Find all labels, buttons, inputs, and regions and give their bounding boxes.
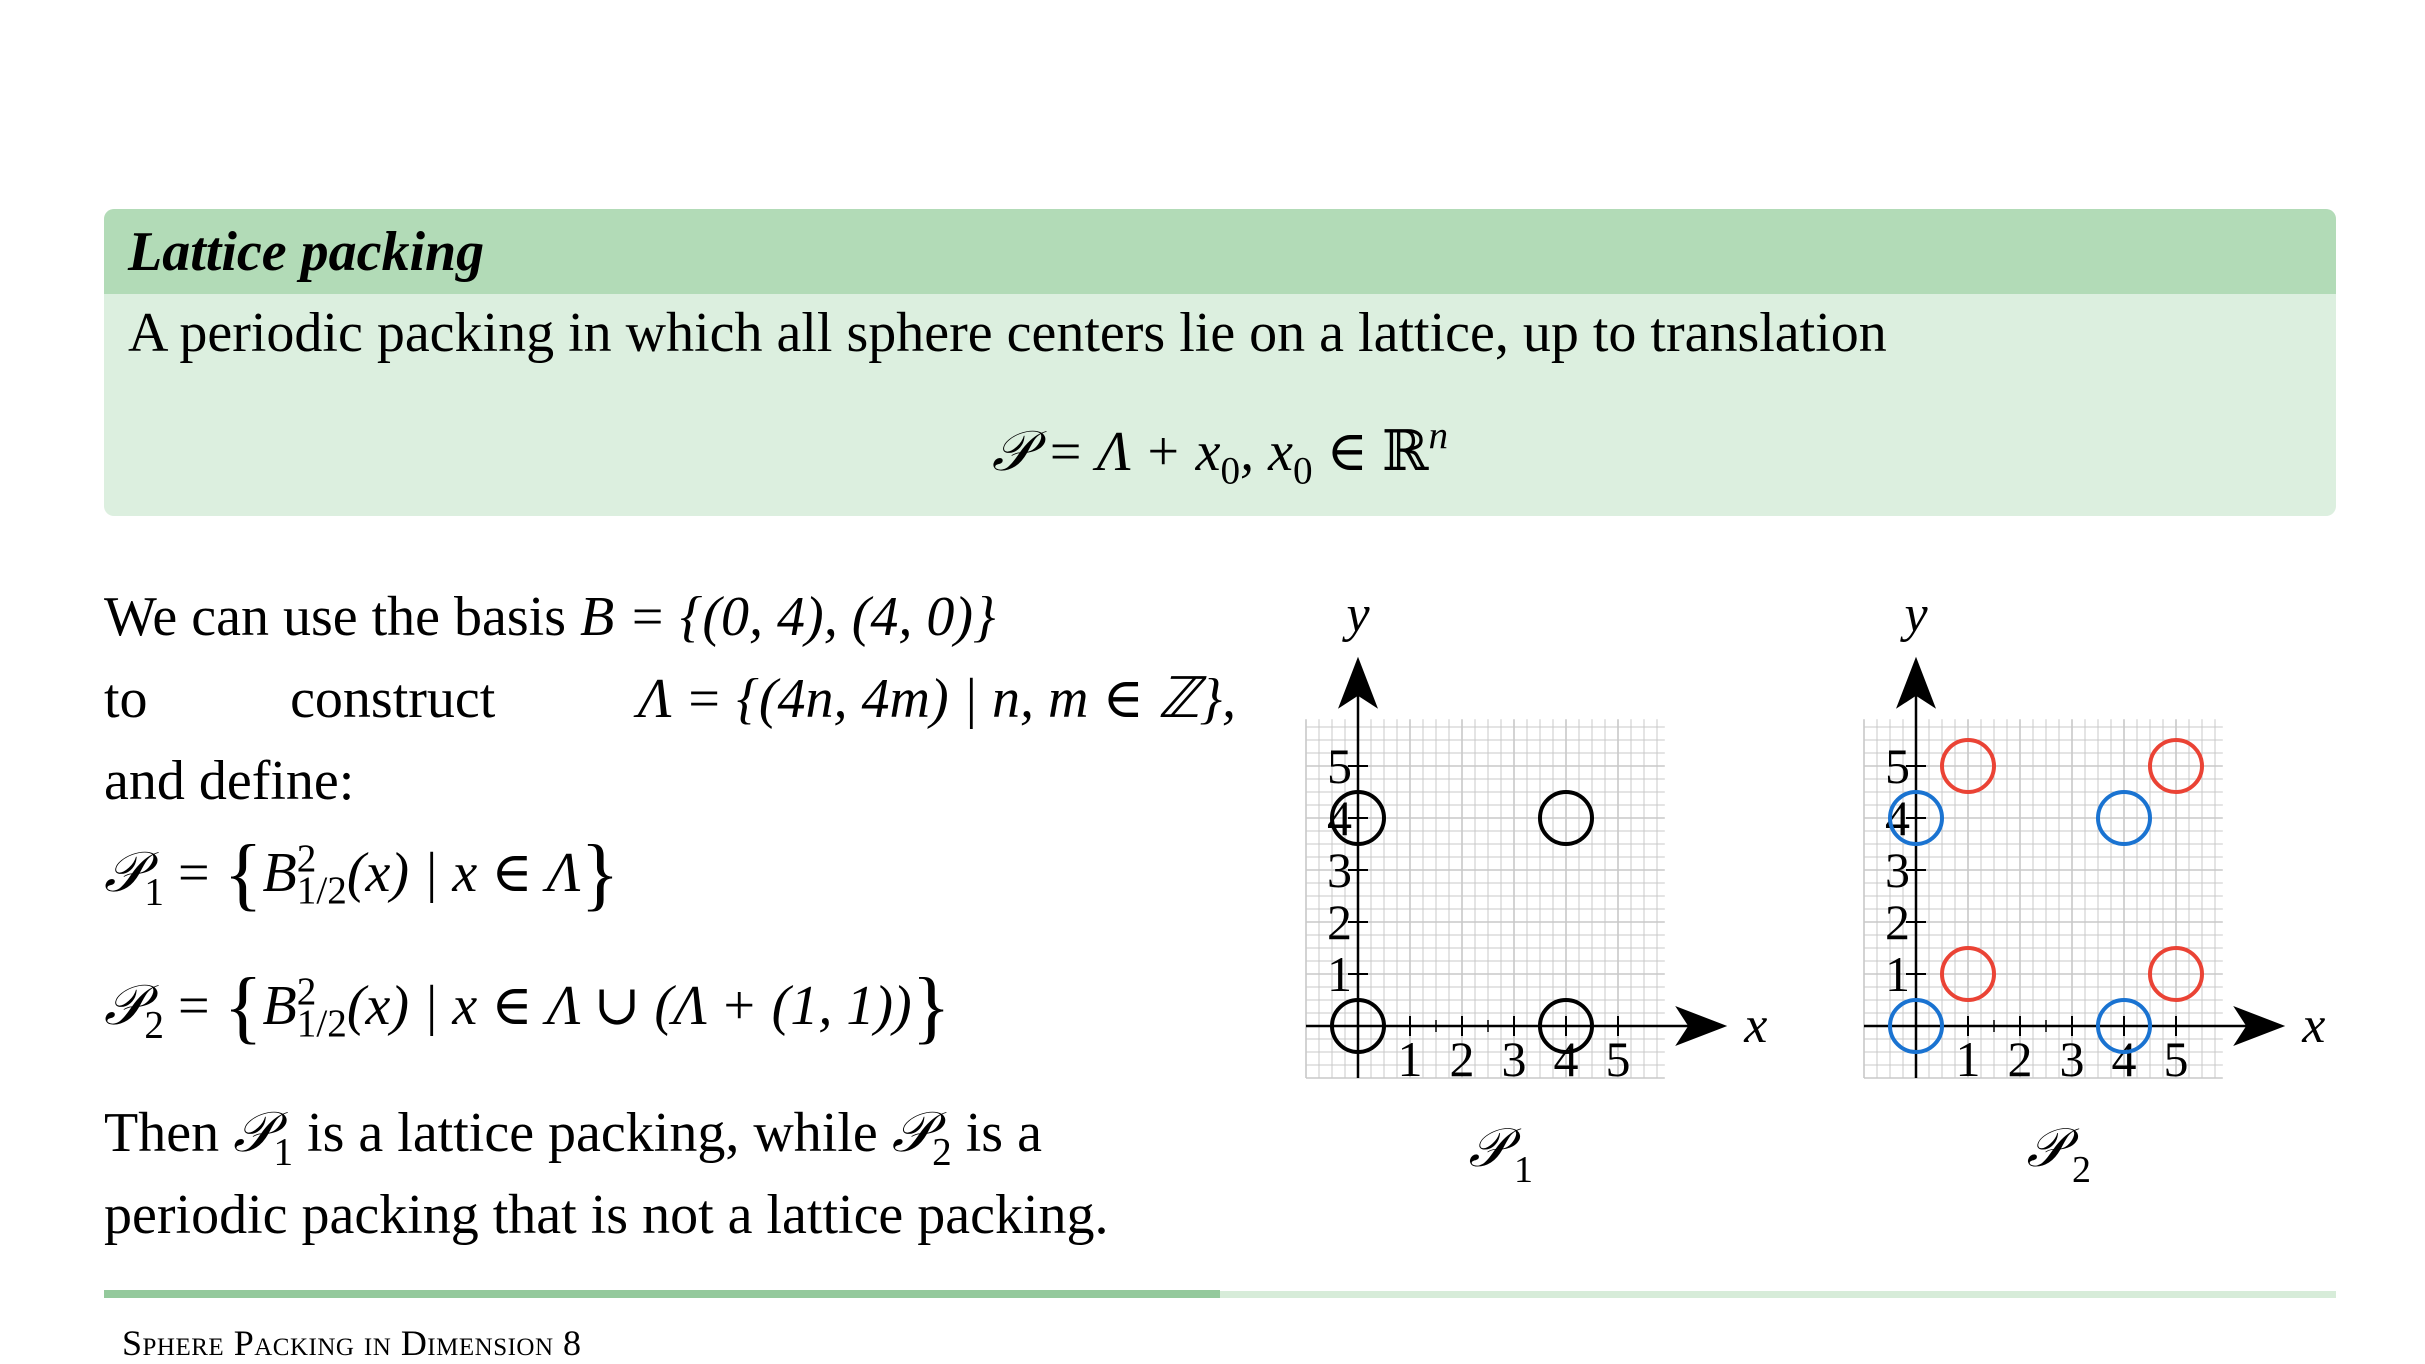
plot-p1 [1290, 580, 1770, 1200]
definition-title: Lattice packing [128, 220, 485, 283]
definition-header [104, 209, 2336, 294]
plot-p2 [1848, 580, 2328, 1200]
text-line-3: and define: [104, 750, 355, 812]
conclusion-line-1: Then 𝒫$_1$ is a lattice packing, while 𝒫$_2$ is a [104, 1100, 1042, 1174]
y-tick-label: 5 [1885, 738, 1910, 794]
y-tick-label: 5 [1327, 738, 1352, 794]
y-tick-label: 4 [1327, 790, 1352, 846]
plot-caption-sub: 2 [2072, 1149, 2091, 1191]
y-tick-label: 1 [1327, 946, 1352, 1002]
definition-body: A periodic packing in which all sphere centers lie on a lattice, up to translation [128, 302, 1887, 364]
conclusion-text [104, 1092, 1236, 1256]
y-tick-label: 2 [1327, 894, 1352, 950]
text-line-1: We can use the basis B = {(0, 4), (4, 0)} [104, 586, 996, 648]
y-axis-label: y [1904, 585, 1928, 643]
plot-caption: 𝒫 [2026, 1118, 2066, 1178]
y-tick-label: 1 [1885, 946, 1910, 1002]
x-tick-label: 2 [2007, 1031, 2033, 1087]
x-tick-label: 3 [1501, 1031, 1527, 1087]
x-tick-label: 3 [2059, 1031, 2085, 1087]
p2-definition: 𝒫$_2$ = {B 2 1/2 (x) | x ∈ Λ ∪ (Λ + (1, 1))} [104, 961, 951, 1052]
plot-caption-sub: 1 [1514, 1149, 1533, 1191]
x-axis-label: x [2302, 997, 2326, 1054]
footer-title: Sphere Packing in Dimension 8 [122, 1323, 582, 1363]
x-tick-label: 1 [1397, 1031, 1423, 1087]
y-tick-label: 3 [1327, 842, 1352, 898]
footer-progress-track [1220, 1291, 2336, 1298]
definition-box [104, 209, 2336, 516]
x-tick-label: 4 [1553, 1031, 1579, 1087]
text-line-2: to construct Λ = {(4n, 4m) | n, m ∈ ℤ}, [104, 668, 1236, 730]
x-tick-label: 1 [1955, 1031, 1981, 1087]
definition-formula: 𝒫 = $\Lambda + x_0$, $x_0$ ∈ ℝ$^n$ [991, 414, 1449, 493]
plot-caption: 𝒫 [1468, 1118, 1508, 1178]
y-tick-label: 3 [1885, 842, 1910, 898]
y-tick-label: 4 [1885, 790, 1910, 846]
x-tick-label: 4 [2111, 1031, 2137, 1087]
p1-definition: 𝒫$_1$ = {B 2 1/2 (x) | x ∈ Λ} [104, 828, 620, 919]
footer-progress-bar [104, 1290, 1220, 1298]
y-axis-label: y [1346, 585, 1370, 643]
x-tick-label: 2 [1449, 1031, 1475, 1087]
x-tick-label: 5 [1605, 1031, 1631, 1087]
explanation-text [104, 576, 1236, 822]
x-axis-label: x [1744, 997, 1768, 1054]
x-tick-label: 5 [2163, 1031, 2189, 1087]
conclusion-line-2: periodic packing that is not a lattice packing. [104, 1184, 1109, 1246]
y-tick-label: 2 [1885, 894, 1910, 950]
